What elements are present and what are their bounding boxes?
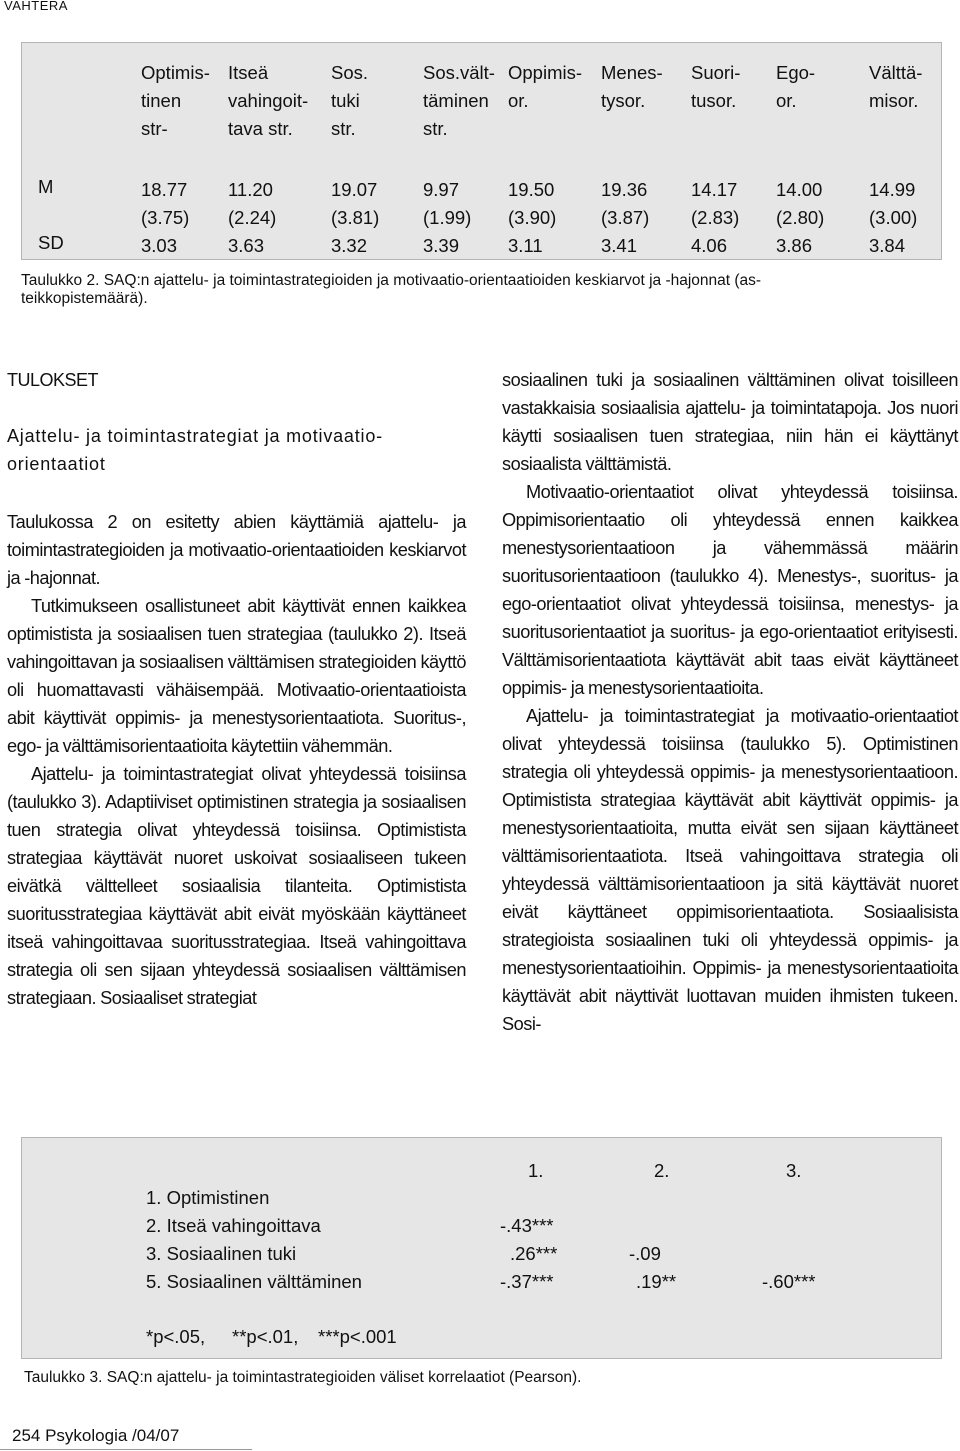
table-2-header-line: tuki: [331, 90, 360, 111]
paragraph: sosiaalinen tuki ja sosiaalinen välttäminen olivat toisilleen vastakkaisia sosiaalisia ajattelu- ja toimintatapoja. Jos nuori käytti sosiaalisen tuen strategiaa, niin hän ei käyttänyt sosiaalista välttämistä.: [502, 370, 958, 474]
table-2-cell: (3.87): [601, 207, 650, 228]
paragraph: Ajattelu- ja toimintastrategiat ja motivaatio-orientaatiot olivat yhteydessä toisiinsa (taulukko 5). Optimistinen strategia oli yhteydessä oppimis- ja menestysorientaatioon. Optimistista strategiaa käyttävät abit käyttivät oppimis- ja menestysorientaatioita, mutta eivät sen sijaan käyttäneet välttämisorientaatiota. Itseä vahingoittava strategia oli yhteydessä välttämisorientaatioon ja sitä käyttävät nuoret eivät käyttäneet oppimisorientaatiota. Sosiaalisista strategioista sosiaalinen tuki oli yhteydessä oppimis- ja menestysorientaatioihin. Oppimis- ja menestysorientaatioita käyttävät abit näyttivät luottavan muiden ihmisten tukeen. Sosi-: [502, 706, 958, 1034]
table-2-column-header: [141, 59, 210, 143]
table-2-cell: 3.84: [869, 235, 906, 256]
table-2-cell: 18.77: [141, 179, 188, 200]
table-2-column-header: [869, 59, 922, 115]
table-2-cell: 3.11: [508, 235, 543, 256]
significance-note: *p<.05,: [146, 1326, 206, 1347]
table-2-cell: 4.06: [691, 235, 728, 256]
table-2-cell: (3.90): [508, 207, 557, 228]
page-footer: 254 Psykologia /04/07: [12, 1426, 180, 1445]
paragraph: Motivaatio-orientaatiot olivat yhteydessä toisiinsa. Oppimisorientaatio oli yhteydessä ennen kaikkea menestysorientaatioon ja vähemmässä määrin suoritusorientaatioon (taulukko 4). Menestys-, suoritus- ja ego-orientaatiot olivat yhteydessä toisiinsa, menestys- ja suoritusorientaatiot ja suoritus- ja ego-orientaatiot erityisesti. Välttämisorientaatiota käyttävät abit taas eivät käyttäneet oppimis- ja menestysorientaatioita.: [502, 482, 958, 698]
table-2-header-line: Optimis-: [141, 62, 210, 83]
table-3-row-label: 3. Sosiaalinen tuki: [146, 1243, 297, 1264]
table-2-header-line: Sos.vält-: [423, 62, 495, 83]
table-2-header-line: or.: [508, 90, 529, 111]
table-2-cell: 3.39: [423, 235, 460, 256]
table-2-cell: (3.75): [141, 207, 190, 228]
table-3-cell: -.60***: [762, 1271, 816, 1292]
table-2-cell: 11.20: [228, 179, 273, 200]
table-2-header-line: Itseä: [228, 62, 269, 83]
table-2-header-line: Sos.: [331, 62, 369, 83]
paragraph: Tutkimukseen osallistuneet abit käyttivät ennen kaikkea optimistista ja sosiaalisen tuen strategiaa (taulukko 2). Itseä vahingoittavan ja sosiaalisen välttämisen strategioiden käyttö oli huomattavasti vähäisempää. Motivaatio-orientaatioista abit käyttivät oppimis- ja menestysorientaatiota. Suoritus-, ego- ja välttämisorientaatioita käytettiin vähemmän.: [7, 596, 466, 756]
table-2-header-line: Ego-: [776, 62, 816, 83]
table-3-header-1: 1.: [528, 1160, 544, 1181]
significance-note: **p<.01,: [232, 1326, 299, 1347]
table-2-cell: 14.17: [691, 179, 738, 200]
table-2-row-label-sd: SD: [38, 232, 64, 253]
table-2-cell: (3.00): [869, 207, 918, 228]
table-2-column-header: [776, 59, 815, 115]
table-2-header-line: tinen: [141, 90, 182, 111]
table-2-header-line: or.: [776, 90, 797, 111]
table-2-column-header: [331, 59, 368, 143]
table-3-cell: .19**: [636, 1271, 677, 1292]
table-2-cell: 19.07: [331, 179, 378, 200]
table-3-cell: -.09: [629, 1243, 661, 1264]
section-subheading: Ajattelu- ja toimintastrategiat ja motivaatio-orientaatiot: [7, 426, 383, 474]
table-2-header-line: täminen: [423, 90, 489, 111]
table-2-cell: 19.50: [508, 179, 555, 200]
table-2-cell: (2.24): [228, 207, 277, 228]
table-3-cell: -.37***: [500, 1271, 554, 1292]
table-3-row-label: 1. Optimistinen: [146, 1187, 270, 1208]
table-2-caption: [21, 272, 761, 308]
table-2-column-header: [423, 59, 495, 143]
table-2-cell: 14.00: [776, 179, 823, 200]
table-2-column-header: [601, 59, 663, 115]
table-2-cell: 3.32: [331, 235, 368, 256]
table-3-cell: -.43***: [500, 1215, 554, 1236]
running-header: VAHTERA: [4, 0, 68, 13]
left-column: [7, 508, 466, 1012]
table-3-header-2: 2.: [654, 1160, 670, 1181]
table-2-header-line: Menes-: [601, 62, 663, 83]
table-2-cell: 3.86: [776, 235, 813, 256]
table-2-header-line: str.: [331, 118, 356, 139]
significance-note: ***p<.001: [318, 1326, 397, 1347]
table-2-header-line: vahingoit-: [228, 90, 309, 111]
table-2-header-line: Oppimis-: [508, 62, 583, 83]
table-2-header-line: misor.: [869, 90, 919, 111]
table-3-caption: Taulukko 3. SAQ:n ajattelu- ja toimintastrategioiden väliset korrelaatiot (Pearson).: [24, 1369, 582, 1386]
table-2-header-line: tysor.: [601, 90, 646, 111]
table-3-header-3: 3.: [786, 1160, 802, 1181]
table-2-caption-line: teikkopistemäärä).: [21, 290, 148, 307]
table-2-header-line: Suori-: [691, 62, 741, 83]
table-2-cell: 3.63: [228, 235, 265, 256]
table-2-cell: 9.97: [423, 179, 460, 200]
table-2-header-line: tava str.: [228, 118, 293, 139]
table-2-column-header: [228, 59, 308, 143]
table-2-cell: (2.80): [776, 207, 825, 228]
table-2-cell: (3.81): [331, 207, 380, 228]
table-2-row-label-m: M: [38, 176, 54, 197]
table-2-cell: 14.99: [869, 179, 916, 200]
right-column: [502, 366, 958, 1038]
table-3-cell: .26***: [510, 1243, 558, 1264]
paragraph: Ajattelu- ja toimintastrategiat olivat yhteydessä toisiinsa (taulukko 3). Adaptiiviset optimistinen strategia ja sosiaalisen tuen strategia olivat yhteydessä toisiinsa. Optimistista strategiaa käyttävät nuoret uskoivat sosiaaliseen tukeen eivätkä välttelleet sosiaalisia tilanteita. Optimistista suoritusstrategiaa käyttävät abit eivät myöskään käyttäneet itseä vahingoittavaa suoritusstrategiaa. Itseä vahingoittava strategia oli sen sijaan yhteydessä sosiaalisen välttämisen strategiaan. Sosiaaliset strategiat: [7, 764, 466, 1008]
table-2-column-header: [691, 59, 740, 115]
table-3-row-label: 5. Sosiaalinen välttäminen: [146, 1271, 362, 1292]
paragraph: Taulukossa 2 on esitetty abien käyttämiä ajattelu- ja toimintastrategioiden ja motivaatio-orientaatioiden keskiarvot ja -hajonnat.: [7, 512, 466, 588]
table-2-header-line: tusor.: [691, 90, 737, 111]
table-2-cell: 19.36: [601, 179, 648, 200]
table-2-caption-line: Taulukko 2. SAQ:n ajattelu- ja toimintastrategioiden ja motivaatio-orientaatioiden keskiarvot ja -hajonnat (as-: [21, 272, 762, 289]
table-2-header-line: str.: [423, 118, 448, 139]
table-3-row-label: 2. Itseä vahingoittava: [146, 1215, 321, 1236]
table-2-header-line: Välttä-: [869, 62, 923, 83]
section-heading: TULOKSET: [7, 370, 99, 390]
table-2-cell: (1.99): [423, 207, 472, 228]
table-2-cell: (2.83): [691, 207, 740, 228]
table-2-cell: 3.03: [141, 235, 178, 256]
table-2-cell: 3.41: [601, 235, 638, 256]
table-2-header-line: str-: [141, 118, 168, 139]
footer-rule: [0, 1449, 252, 1450]
table-2-column-header: [508, 59, 582, 115]
